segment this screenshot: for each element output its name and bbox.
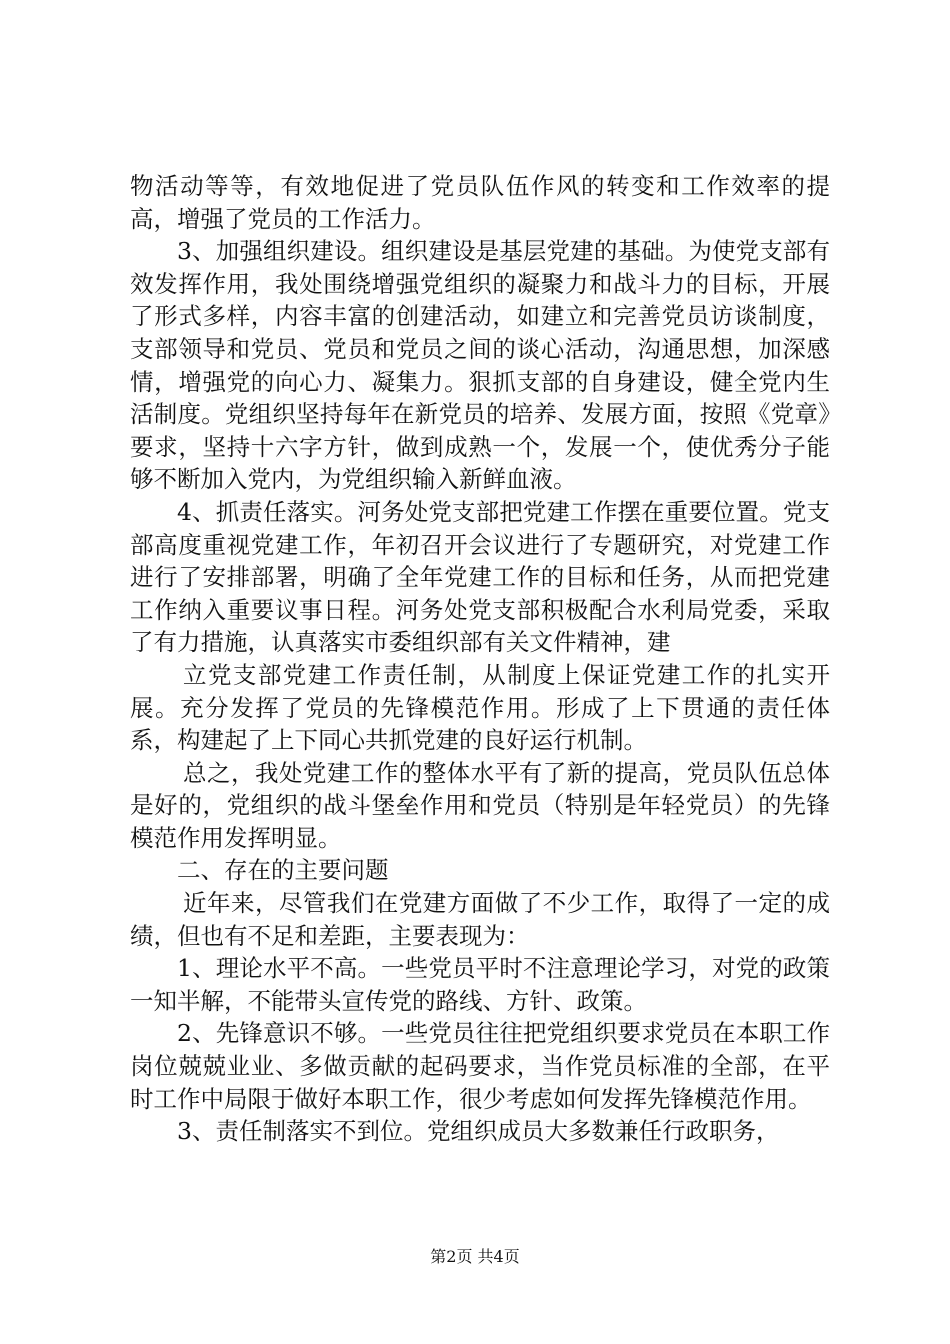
paragraph-problem-responsibility: 3、责任制落实不到位。党组织成员大多数兼任行政职务， bbox=[177, 1117, 780, 1146]
paragraph-summary: 总之，我处党建工作的整体水平有了新的提高，党员队伍总体是好的，党组织的战斗堡垒作用和党员（特别是年轻党员）的先锋模范作用发挥明显。 bbox=[130, 758, 830, 852]
paragraph-problems-intro: 近年来，尽管我们在党建方面做了不少工作，取得了一定的成绩，但也有不足和差距，主要表现为： bbox=[130, 889, 830, 950]
paragraph-problem-theory: 1、理论水平不高。一些党员平时不注意理论学习，对党的政策一知半解，不能带头宣传党的路线、方针、政策。 bbox=[130, 954, 830, 1015]
paragraph-problem-vanguard: 2、先锋意识不够。一些党员往往把党组织要求党员在本职工作岗位兢兢业业、多做贡献的起码要求，当作党员标准的全部，在平时工作中局限于做好本职工作，很少考虑如何发挥先锋模范作用。 bbox=[130, 1019, 830, 1113]
paragraph-responsibility: 4、抓责任落实。河务处党支部把党建工作摆在重要位置。党支部高度重视党建工作，年初召开会议进行了专题研究，对党建工作进行了安排部署，明确了全年党建工作的目标和任务，从而把党建工作纳入重要议事日程。河务处党支部积极配合水利局党委，采取了有力措施，认真落实市委组织部有关文件精神，建 bbox=[130, 497, 830, 657]
page-footer: 第2页 共4页 bbox=[430, 1247, 520, 1266]
paragraph-responsibility-system: 立党支部党建工作责任制，从制度上保证党建工作的扎实开展。充分发挥了党员的先锋模范作用。形成了上下贯通的责任体系，构建起了上下同心共抓党建的良好运行机制。 bbox=[130, 660, 830, 755]
document-body bbox=[130, 170, 830, 1148]
paragraph-org-building: 3、加强组织建设。组织建设是基层党建的基础。为使党支部有效发挥作用，我处围绕增强党组织的凝聚力和战斗力的目标，开展了形式多样，内容丰富的创建活动，如建立和完善党员访谈制度，支部领导和党员、党员和党员之间的谈心活动，沟通思想，加深感情，增强党的向心力、凝集力。狠抓支部的自身建设，健全党内生活制度。党组织坚持每年在新党员的培养、发展方面，按照《党章》要求，坚持十六字方针，做到成熟一个，发展一个，使优秀分子能够不断加入党内，为党组织输入新鲜血液。 bbox=[130, 237, 830, 494]
paragraph-continuation: 物活动等等，有效地促进了党员队伍作风的转变和工作效率的提高，增强了党员的工作活力。 bbox=[130, 172, 830, 233]
section-heading-problems: 二、存在的主要问题 bbox=[177, 856, 389, 885]
